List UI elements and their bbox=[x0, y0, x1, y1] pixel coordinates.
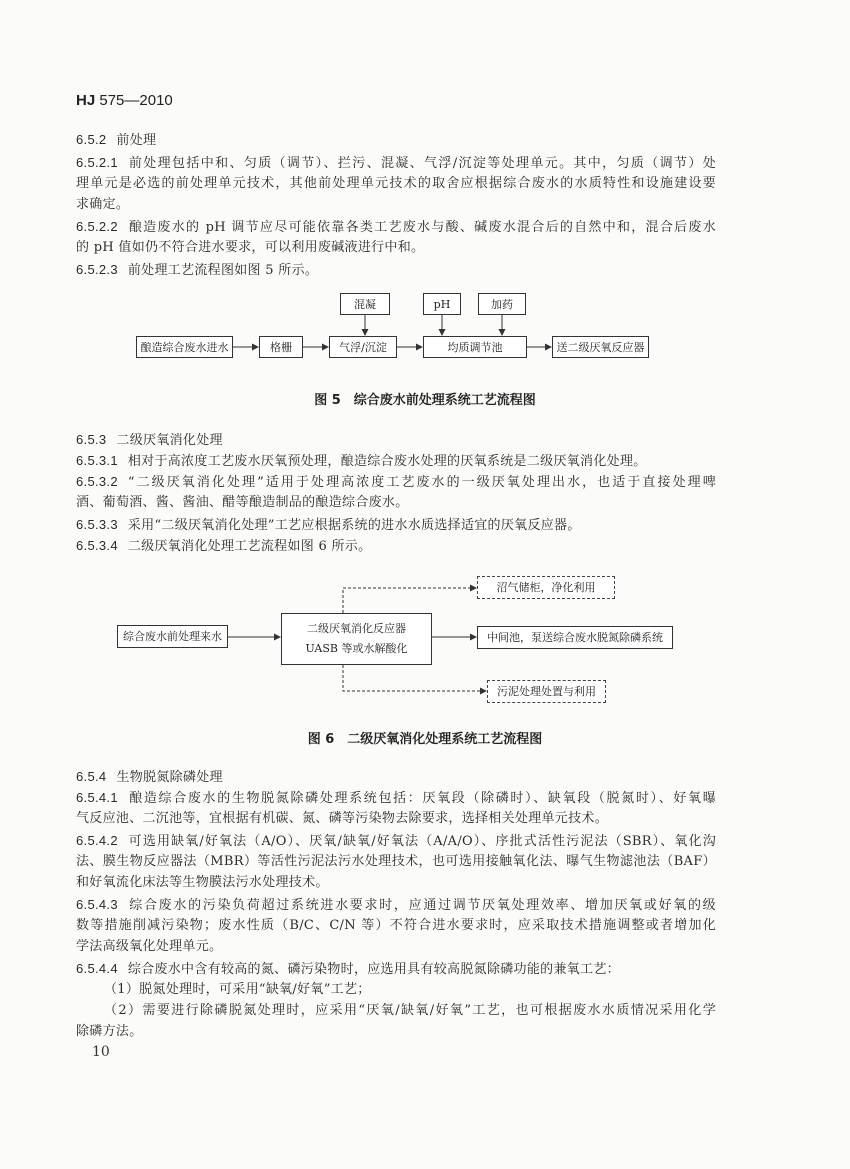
fig5-inflow-box: 酿造综合废水进水 bbox=[136, 336, 233, 358]
para-6534-line1: 6.5.3.4 二级厌氧消化处理工艺流程如图 6 所示。 bbox=[76, 538, 372, 554]
fig6-middle-pool-box: 中间池，泵送综合废水脱氮除磷系统 bbox=[477, 626, 673, 649]
para-6542-line3: 和好氧流化床法等生物膜法污水处理技术。 bbox=[76, 875, 329, 890]
para-6531-line1: 6.5.3.1 相对于高浓度工艺废水厌氧预处理，酿造综合废水处理的厌氧系统是二级厌氧消化处理。 bbox=[76, 453, 647, 469]
fig5-flotation-box: 气浮/沉淀 bbox=[329, 336, 397, 358]
fig5-ph-box: pH bbox=[423, 293, 461, 315]
standard-code: HJ bbox=[76, 92, 96, 109]
fig5-coagulation-box: 混凝 bbox=[340, 293, 390, 315]
fig6-arrow-sludge bbox=[343, 665, 486, 691]
fig6-reactor-box bbox=[281, 613, 432, 665]
para-6544-item2-line1: （2）需要进行除磷脱氮处理时，应采用“厌氧/缺氧/好氧”工艺，也可根据废水水质情况采用化学 bbox=[104, 1003, 716, 1018]
section-653-title: 6.5.3 二级厌氧消化处理 bbox=[76, 432, 223, 448]
para-6544-item2-line2: 除磷方法。 bbox=[76, 1024, 143, 1039]
para-6542-line1: 6.5.4.2 可选用缺氧/好氧法（A/O）、厌氧/缺氧/好氧法（A/A/O）、序批式活性污泥法（SBR）、氧化沟 bbox=[76, 833, 716, 849]
fig6-sludge-box: 污泥处理处置与利用 bbox=[487, 680, 606, 703]
para-6521-line2: 理单元是必选的前处理单元技术，其他前处理单元技术的取舍应根据综合废水的水质特性和设施建设要 bbox=[76, 176, 716, 191]
para-6521-line1: 6.5.2.1 前处理包括中和、匀质（调节）、拦污、混凝、气浮/沉淀等处理单元。其中，匀质（调节）处 bbox=[76, 155, 716, 171]
para-6541-line2: 气反应池、二沉池等，宜根据有机碳、氮、磷等污染物去除要求，选择相关处理单元技术。 bbox=[76, 811, 609, 826]
fig6-inflow-box: 综合废水前处理来水 bbox=[117, 625, 228, 648]
figure5-caption: 图 5 综合废水前处理系统工艺流程图 bbox=[314, 393, 536, 408]
para-6544-item1: （1）脱氮处理时，可采用“缺氧/好氧”工艺； bbox=[104, 982, 371, 997]
standard-header bbox=[76, 92, 173, 109]
section-654-title: 6.5.4 生物脱氮除磷处理 bbox=[76, 769, 223, 785]
para-6533-line1: 6.5.3.3 采用“二级厌氧消化处理”工艺应根据系统的进水水质选择适宜的厌氧反应器。 bbox=[76, 517, 581, 533]
para-6543-line2: 数等措施削减污染物；废水性质（B/C、C/N 等）不符合进水要求时，应采取技术措施调整或者增加化 bbox=[76, 918, 716, 933]
section-652-title: 6.5.2 前处理 bbox=[76, 132, 157, 148]
para-6532-line2: 酒、葡萄酒、酱、酱油、醋等酿造制品的酿造综合废水。 bbox=[76, 495, 409, 510]
para-6544-line1: 6.5.4.4 综合废水中含有较高的氮、磷污染物时，应选用具有较高脱氮除磷功能的兼氧工艺： bbox=[76, 961, 620, 977]
fig6-biogas-box: 沼气储柜，净化利用 bbox=[477, 576, 615, 599]
para-6521-line3: 求确定。 bbox=[76, 197, 130, 212]
fig5-screen-box: 格栅 bbox=[259, 336, 303, 358]
standard-number: 575—2010 bbox=[99, 92, 173, 109]
fig5-equalization-box: 均质调节池 bbox=[423, 336, 527, 358]
para-6543-line1: 6.5.4.3 综合废水的污染负荷超过系统进水要求时，应通过调节厌氧处理效率、增加厌氧或好氧的级 bbox=[76, 897, 716, 913]
fig6-reactor-line2: UASB 等或水解酸化 bbox=[305, 642, 408, 655]
fig5-to-reactor-box: 送二级厌氧反应器 bbox=[552, 336, 649, 358]
page-number: 10 bbox=[92, 1044, 110, 1060]
fig6-arrow-biogas bbox=[343, 588, 476, 613]
fig5-dosing-box: 加药 bbox=[478, 293, 526, 315]
figure6-caption: 图 6 二级厌氧消化处理系统工艺流程图 bbox=[307, 732, 543, 747]
para-6543-line3: 学法高级氧化处理单元。 bbox=[76, 939, 223, 954]
para-6523-line1: 6.5.2.3 前处理工艺流程图如图 5 所示。 bbox=[76, 262, 319, 278]
para-6522-line1: 6.5.2.2 酿造废水的 pH 调节应尽可能依靠各类工艺废水与酸、碱废水混合后的自然中和，混合后废水 bbox=[76, 219, 716, 235]
para-6522-line2: 的 pH 值如仍不符合进水要求，可以利用废碱液进行中和。 bbox=[76, 240, 425, 255]
fig6-reactor-line1: 二级厌氧消化反应器 bbox=[307, 622, 406, 635]
para-6532-line1: 6.5.3.2 “二级厌氧消化处理”适用于处理高浓度工艺废水的一级厌氧处理出水，也适于直接处理啤 bbox=[76, 474, 716, 490]
para-6542-line2: 法、膜生物反应器法（MBR）等活性污泥法污水处理技术，也可选用接触氧化法、曝气生物滤池法（BAF） bbox=[76, 854, 716, 869]
para-6541-line1: 6.5.4.1 酿造综合废水的生物脱氮除磷处理系统包括：厌氧段（除磷时）、缺氧段（脱氮时）、好氧曝 bbox=[76, 790, 716, 806]
